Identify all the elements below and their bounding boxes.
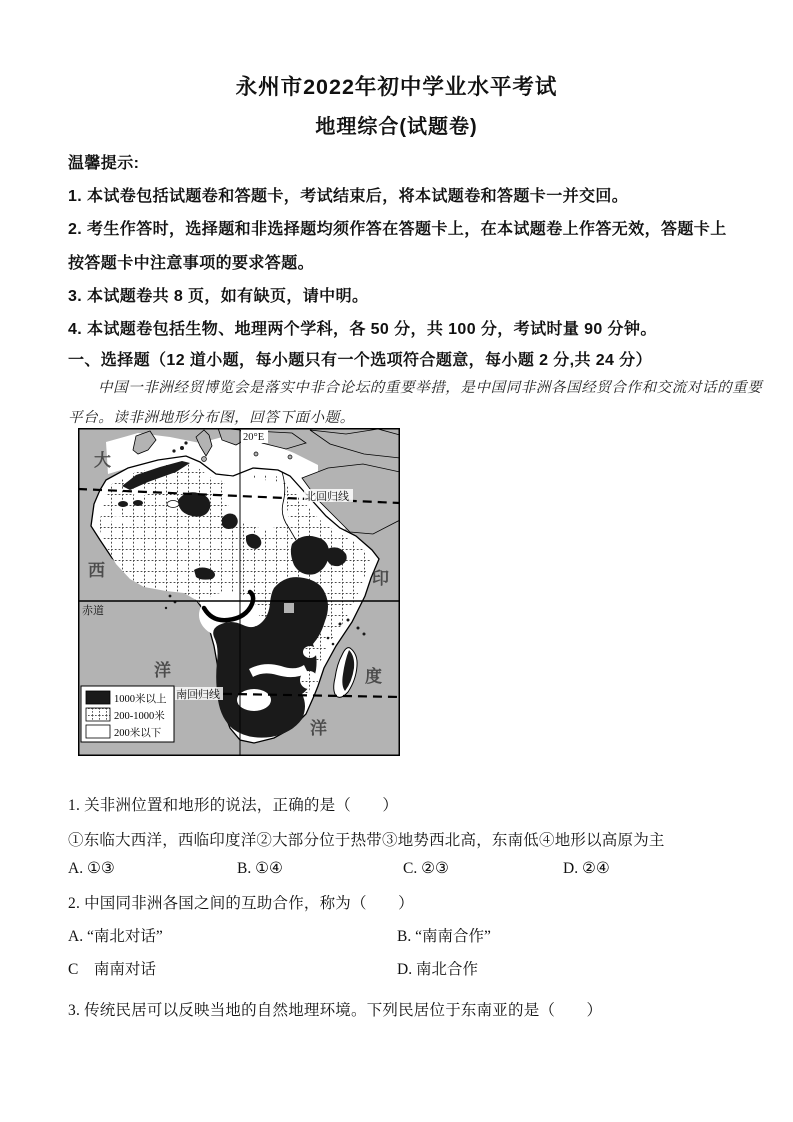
crete-island — [254, 452, 258, 456]
question-1-stem: 1. 关非洲位置和地形的说法，正确的是（ ） — [68, 797, 399, 814]
question-2-option-c: C 南南对话 — [68, 961, 156, 978]
legend-label-highland: 1000米以上 — [114, 694, 167, 705]
lake-victoria — [284, 603, 294, 613]
tropic-of-capricorn-label: 南回归线 — [176, 689, 220, 701]
balearic-island — [172, 449, 175, 452]
notice-item-2-cont: 按答题卡中注意事项的要求答题。 — [68, 255, 315, 272]
question-2-option-b: B. “南南合作” — [397, 928, 491, 945]
notice-item-3: 3. 本试题卷共 8 页，如有缺页，请中明。 — [68, 288, 369, 305]
atlantic-char-3: 洋 — [154, 661, 171, 680]
island-dot — [169, 595, 172, 598]
atlantic-char-1: 大 — [94, 451, 111, 470]
question-1-option-c: C. ②③ — [403, 860, 449, 877]
intro-paragraph-line1: 中国一非洲经贸博览会是落实中非合论坛的重要举措，是中国同非洲各国经贸合作和交流对话的重要 — [98, 380, 763, 396]
equator-label: 赤道 — [82, 605, 104, 617]
atlantic-char-2: 西 — [88, 561, 105, 580]
legend-swatch-lowland — [86, 725, 110, 738]
intro-paragraph-line2: 平台。读非洲地形分布图，回答下面小题。 — [68, 410, 355, 426]
notice-label: 温馨提示: — [68, 155, 140, 172]
indian-char-3: 洋 — [310, 719, 327, 738]
question-2-option-d: D. 南北合作 — [397, 961, 478, 978]
island-dot — [357, 627, 360, 630]
canary-highland-spot — [118, 501, 128, 507]
africa-map-figure — [78, 428, 400, 756]
legend-label-plateau: 200-1000米 — [114, 711, 165, 722]
question-1-option-a: A. ①③ — [68, 860, 115, 877]
tropic-of-cancer-label: 北回归线 — [305, 491, 349, 503]
notice-item-2: 2. 考生作答时，选择题和非选择题均须作答在答题卡上，在本试题卷上作答无效，答题卡上 — [68, 221, 727, 238]
canary-highland-spot — [133, 500, 143, 506]
africa-terrain-map — [78, 428, 400, 756]
island-dot — [363, 633, 366, 636]
island-dot — [165, 607, 167, 609]
section-header: 一、选择题（12 道小题，每小题只有一个选项符合题意，每小题 2 分,共 24 分） — [68, 352, 652, 369]
sahara-lowland-spot — [111, 516, 125, 524]
sicily-island — [202, 457, 207, 462]
sahara-depression — [167, 501, 179, 508]
legend-swatch-plateau — [86, 708, 110, 721]
indian-char-1: 印 — [372, 569, 389, 588]
question-2-option-a: A. “南北对话” — [68, 928, 163, 945]
indian-char-2: 度 — [365, 667, 382, 686]
sardinia-island — [180, 446, 184, 450]
cyprus-island — [288, 455, 292, 459]
meridian-label: 20°E — [243, 432, 265, 443]
island-dot — [347, 619, 350, 622]
island-dot — [332, 643, 335, 646]
question-2-stem: 2. 中国同非洲各国之间的互助合作，称为（ ） — [68, 895, 414, 912]
notice-item-1: 1. 本试卷包括试题卷和答题卡，考试结束后，将本试题卷和答题卡一并交回。 — [68, 188, 629, 205]
map-legend — [81, 686, 174, 742]
kalahari-lowland — [237, 689, 271, 711]
legend-swatch-highland — [86, 691, 110, 704]
question-1-statements: ①东临大西洋，西临印度洋②大部分位于热带③地势西北高，东南低④地形以高原为主 — [68, 832, 665, 849]
page-title: 永州市2022年初中学业水平考试 — [235, 75, 558, 99]
plateau-hatch-patch — [300, 671, 318, 689]
island-dot — [327, 637, 330, 640]
question-3-stem: 3. 传统民居可以反映当地的自然地理环境。下列民居位于东南亚的是（ ） — [68, 1002, 603, 1019]
question-1-option-d: D. ②④ — [563, 860, 610, 877]
plateau-hatch-patch — [303, 646, 317, 658]
page-subtitle: 地理综合(试题卷) — [315, 116, 478, 138]
notice-item-4: 4. 本试题卷包括生物、地理两个学科，各 50 分，共 100 分，考试时量 90 分钟。 — [68, 321, 657, 338]
island-dot — [339, 623, 342, 626]
legend-label-lowland: 200米以下 — [114, 728, 162, 739]
corsica-island — [184, 441, 187, 444]
question-1-option-b: B. ①④ — [237, 860, 283, 877]
